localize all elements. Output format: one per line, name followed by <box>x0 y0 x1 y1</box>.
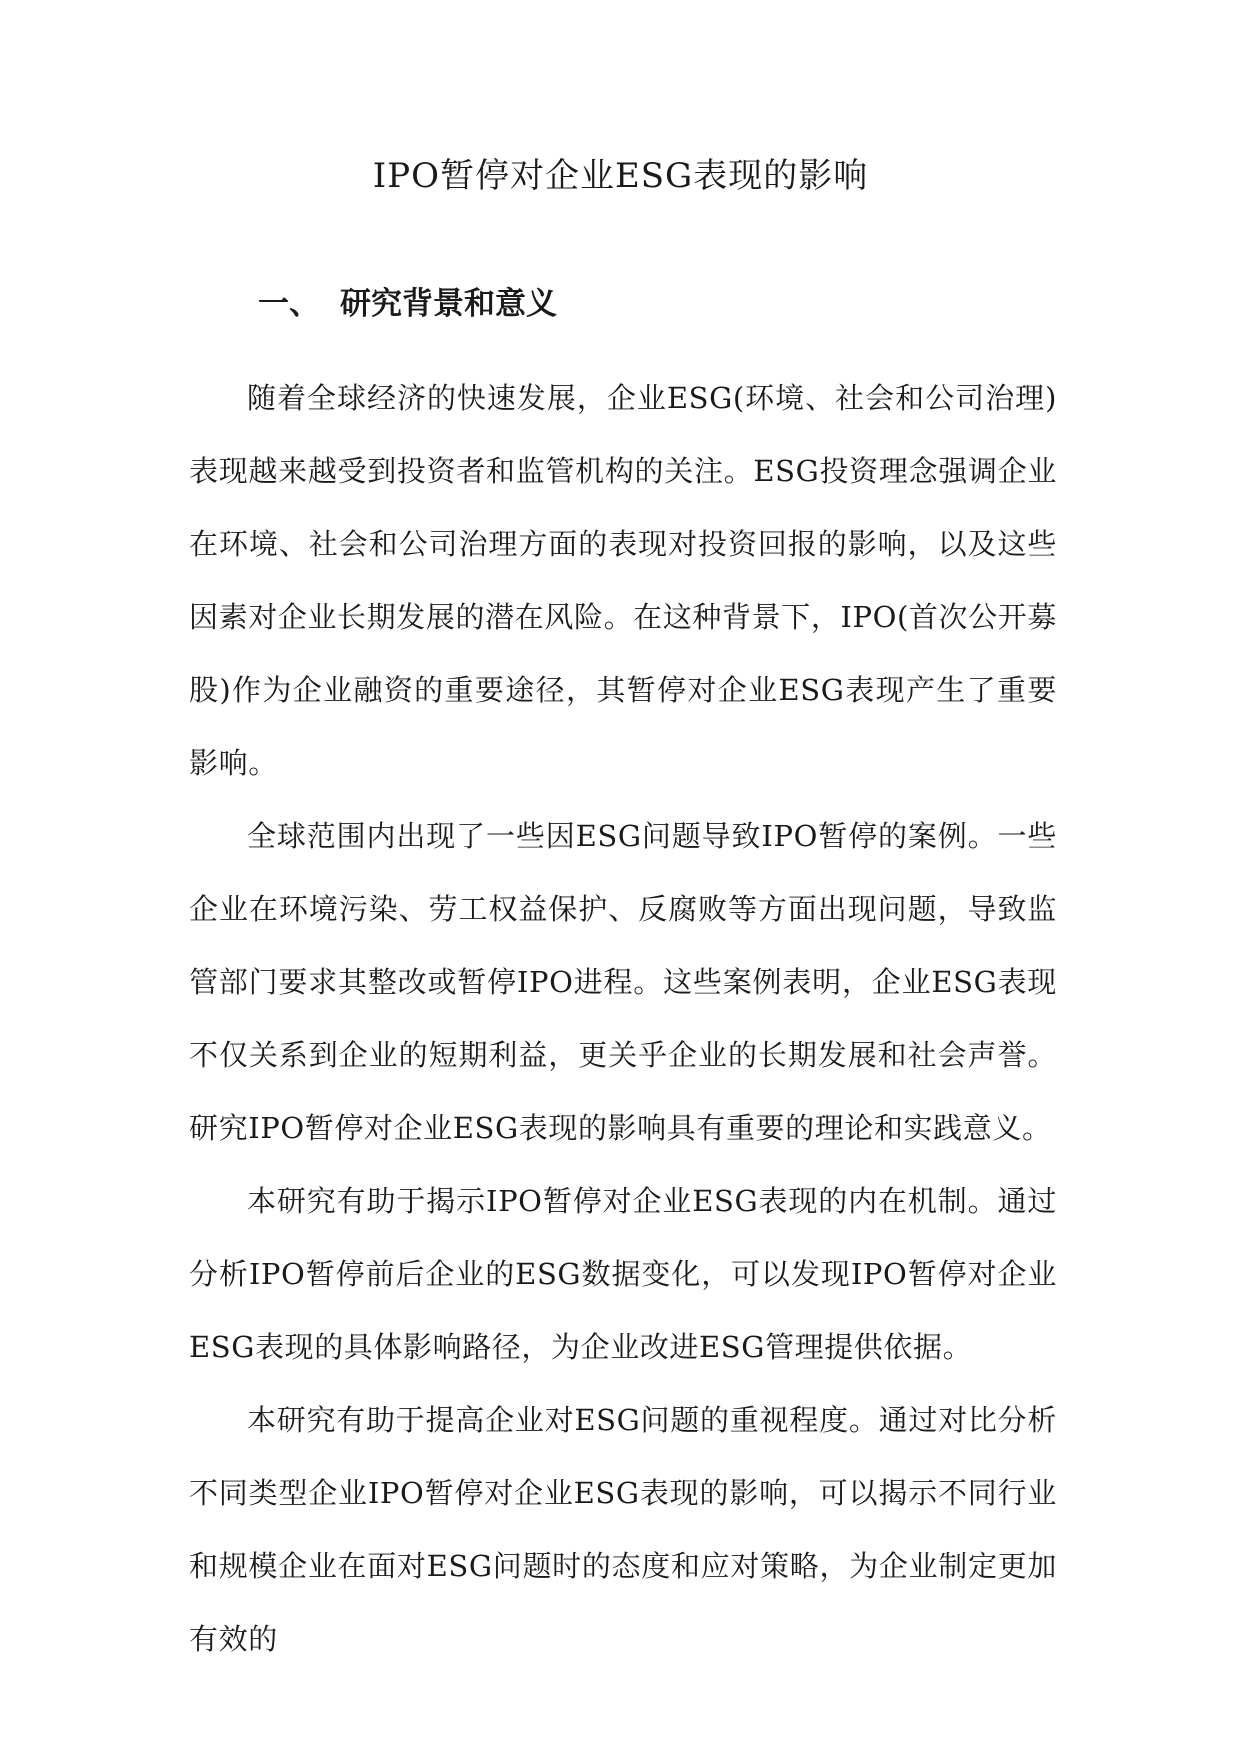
document-title: IPO暂停对企业ESG表现的影响 <box>372 156 869 196</box>
paragraph-1: 随着全球经济的快速发展，企业ESG(环境、社会和公司治理)表现越来越受到投资者和监管机构的关注。ESG投资理念强调企业在环境、社会和公司治理方面的表现对投资回报的影响，以及这些因素对企业长期发展的潜在风险。在这种背景下，IPO(首次公开募股)作为企业融资的重要途径，其暂停对企业ESG表现产生了重要影响。 <box>189 381 1057 780</box>
paragraph-4: 本研究有助于提高企业对ESG问题的重视程度。通过对比分析不同类型企业IPO暂停对企业ESG表现的影响，可以揭示不同行业和规模企业在面对ESG问题时的态度和应对策略，为企业制定更加有效的 <box>189 1403 1057 1656</box>
section-heading-text: 研究背景和意义 <box>340 286 557 322</box>
paragraph-2: 全球范围内出现了一些因ESG问题导致IPO暂停的案例。一些企业在环境污染、劳工权益保护、反腐败等方面出现问题，导致监管部门要求其整改或暂停IPO进程。这些案例表明，企业ESG表现不仅关系到企业的短期利益，更关乎企业的长期发展和社会声誉。研究IPO暂停对企业ESG表现的影响具有重要的理论和实践意义。 <box>189 819 1057 1145</box>
section-number: 一、 <box>258 286 320 322</box>
paragraph-3: 本研究有助于揭示IPO暂停对企业ESG表现的内在机制。通过分析IPO暂停前后企业的ESG数据变化，可以发现IPO暂停对企业ESG表现的具体影响路径，为企业改进ESG管理提供依据。 <box>189 1184 1057 1364</box>
section-heading <box>258 280 557 328</box>
document-body <box>189 362 1057 1676</box>
